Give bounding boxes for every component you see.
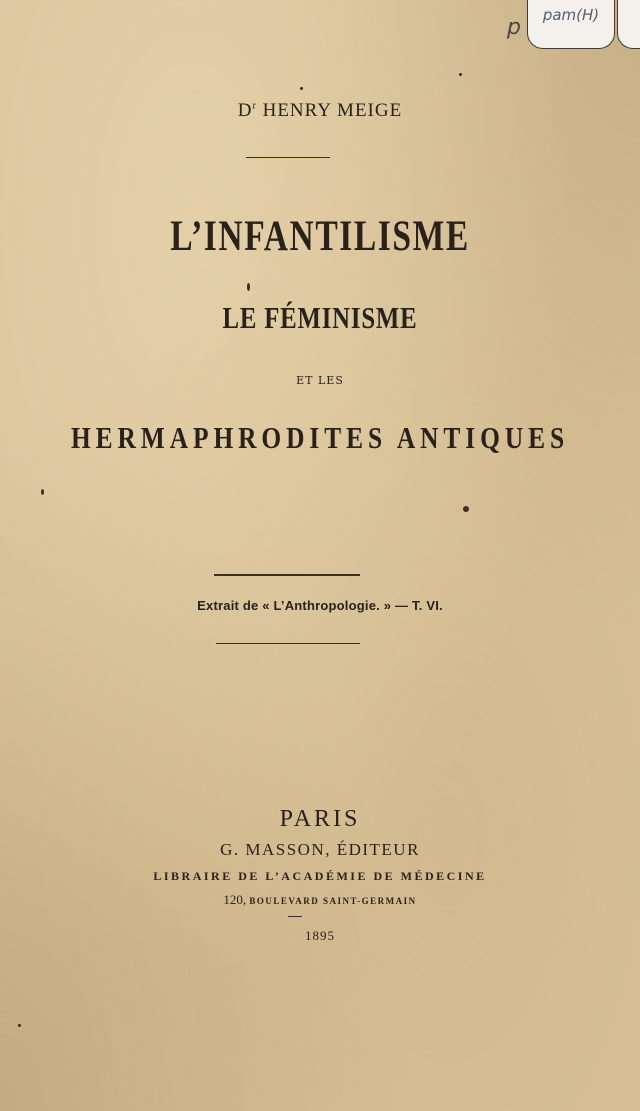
imprint-library: LIBRAIRE DE L’ACADÉMIE DE MÉDECINE	[153, 869, 487, 883]
author-name: HENRY MEIGE	[262, 100, 403, 121]
library-stamp-edge	[617, 0, 640, 49]
divider-rule	[288, 916, 302, 917]
title-line-2: LE FÉMINISME	[222, 300, 418, 335]
library-stamp	[527, 0, 615, 49]
paper-speck	[41, 489, 44, 495]
imprint-address	[0, 892, 640, 908]
paper-speck	[300, 87, 303, 90]
paper-speck	[247, 283, 250, 291]
author-line	[0, 100, 640, 122]
author-prefix: D	[237, 100, 253, 121]
address-street: BOULEVARD SAINT-GERMAIN	[249, 896, 417, 906]
handwritten-mark: p	[507, 15, 521, 40]
paper-speck	[18, 1024, 21, 1027]
paper-speck	[463, 506, 469, 512]
divider-rule	[216, 643, 360, 644]
title-line-4: HERMAPHRODITES ANTIQUES	[70, 420, 570, 455]
stamp-text: pam(H)	[542, 6, 600, 24]
imprint-year: 1895	[305, 928, 335, 943]
imprint-publisher: G. MASSON, ÉDITEUR	[220, 840, 420, 859]
author-prefix-sup: r	[252, 100, 257, 112]
divider-rule	[214, 574, 360, 576]
imprint-city: PARIS	[279, 806, 361, 832]
address-number: 120,	[223, 892, 247, 907]
paper-speck	[459, 73, 462, 76]
title-line-3: ET LES	[296, 374, 344, 387]
extract-note: Extrait de « L’Anthropologie. » — T. VI.	[197, 598, 443, 613]
divider-rule	[246, 157, 330, 158]
title-line-1: L’INFANTILISME	[170, 213, 470, 260]
